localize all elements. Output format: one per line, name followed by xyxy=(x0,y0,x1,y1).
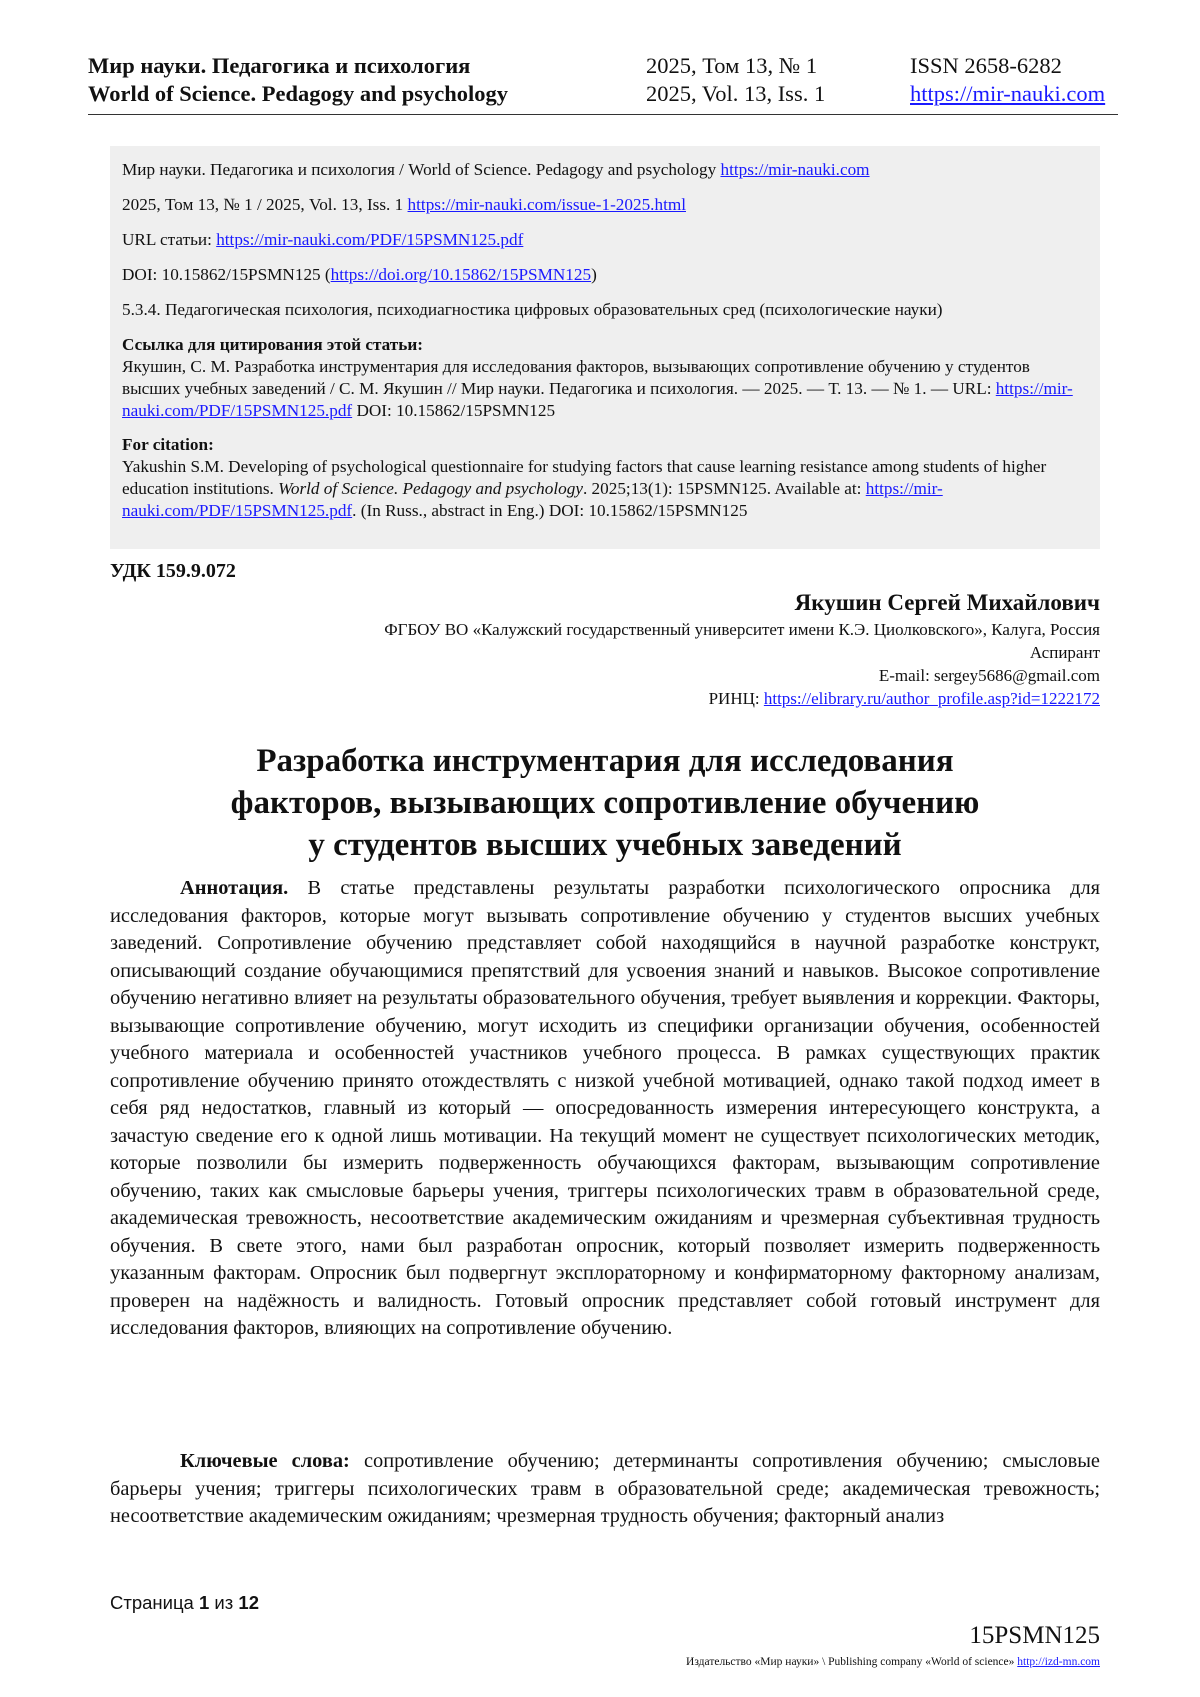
header-site-link[interactable]: https://mir-nauki.com xyxy=(910,81,1106,106)
header-issn: ISSN 2658-6282 xyxy=(910,53,1062,78)
info-url-link[interactable]: https://mir-nauki.com/PDF/15PSMN125.pdf xyxy=(216,230,524,249)
info-doi-link[interactable]: https://doi.org/10.15862/15PSMN125 xyxy=(330,265,592,284)
citation-ru xyxy=(122,356,1088,422)
citation-en xyxy=(122,456,1088,522)
publisher-text: Издательство «Мир науки» \ Publishing company «World of science» xyxy=(686,1656,1018,1668)
publisher-link[interactable]: http://izd-mn.com xyxy=(1017,1656,1100,1668)
page-counter xyxy=(110,1592,259,1614)
info-issue-line xyxy=(122,194,1088,216)
info-speciality-line: 5.3.4. Педагогическая психология, психодиагностика цифровых образовательных сред (психологические науки) xyxy=(122,300,943,319)
citation-ru-text: Якушин, С. М. Разработка инструментария для исследования факторов, вызывающих сопротивление обучению у студентов высших учебных заведений / С. М. Якушин // Мир науки. Педагогика и психология. — 2025. — Т. 13. — № 1. — URL: xyxy=(122,357,1030,398)
page-of-word: из xyxy=(209,1592,239,1613)
info-journal-link[interactable]: https://mir-nauki.com xyxy=(720,160,870,179)
info-url-line xyxy=(122,229,1088,251)
header-journal xyxy=(88,52,508,108)
author-name: Якушин Сергей Михайлович xyxy=(794,590,1100,615)
citation-ru-doi: DOI: 10.15862/15PSMN125 xyxy=(352,401,556,420)
keywords-label: Ключевые слова: xyxy=(180,1450,350,1472)
info-issue-text: 2025, Том 13, № 1 / 2025, Vol. 13, Iss. 1 xyxy=(122,195,408,214)
info-url-label: URL статьи: xyxy=(122,230,217,249)
running-header xyxy=(88,52,1118,115)
author-email: E-mail: sergey5686@gmail.com xyxy=(878,666,1100,685)
abstract-text: В статье представлены результаты разработки психологического опросника для исследования факторов, которые могут вызывать сопротивление обучению у студентов высших учебных заведений. Сопротивление обучению представляет собой находящийся в научной разработке конструкт, описывающий создание обучающимися препятствий для усвоения знаний и навыков. Высокое сопротивление обучению негативно влияет на результаты образовательного обучения, требует выявления и коррекции. Факторы, вызывающие сопротивление обучению, могут исходить из специфики организации обучения, особенностей учебного материала и особенностей участников учебного процесса. В рамках существующих практик сопротивление обучению принято отождествлять с низкой учебной мотивацией, однако такой подход имеет в себя ряд недостатков, главный из который — опосредованность измерения интересующего конструкта, а зачастую сведение его к одной лишь мотивации. На текущий момент не существует психологических методик, которые позволили бы измерить подверженность обучающихся факторам, вызывающим сопротивление обучению, таких как смысловые барьеры учения, триггеры психологических травм в образовательной среде, академическая тревожность, несоответствие академическим ожиданиям и чрезмерная субъективная трудность обучения. В свете этого, нами был разработан опросник, который позволяет измерить подверженность указанным факторам. Опросник был подвергнут эксплораторному и конфирматорному факторному анализам, проверен на надёжность и валидность. Готовый опросник представляет собой готовый инструмент для исследования факторов, влияющих на сопротивление обучению. xyxy=(110,877,1100,1339)
keywords xyxy=(110,1448,1100,1531)
info-journal-text: Мир науки. Педагогика и психология / World of Science. Pedagogy and psychology xyxy=(122,160,721,179)
info-journal-line xyxy=(122,159,1088,181)
header-issn-block xyxy=(910,52,1105,108)
title-line-1: Разработка инструментария для исследования xyxy=(256,743,954,779)
article-id: 15PSMN125 xyxy=(969,1622,1100,1649)
citation-en-journal: World of Science. Pedagogy and psychology xyxy=(278,479,583,498)
author-rinc-link[interactable]: https://elibrary.ru/author_profile.asp?id=1222172 xyxy=(763,689,1100,708)
author-rinc-label: РИНЦ: xyxy=(708,689,764,708)
citation-en-heading: For citation: xyxy=(122,435,214,454)
article-title xyxy=(110,740,1100,866)
header-issue-ru: 2025, Том 13, № 1 xyxy=(646,53,818,78)
citation-en-link[interactable]: https://mir-nauki.com/PDF/15PSMN125.pdf xyxy=(122,479,943,520)
citation-en-mid: . 2025;13(1): 15PSMN125. Available at: xyxy=(582,479,866,498)
keywords-text: сопротивление обучению; детерминанты сопротивления обучению; смысловые барьеры учения; триггеры психологических травм в образовательной среде; академическая тревожность; несоответствие академическим ожиданиям; чрезмерная трудность обучения; факторный анализ xyxy=(110,1450,1100,1527)
abstract xyxy=(110,875,1100,1343)
author-rinc xyxy=(384,687,1100,710)
info-doi-line xyxy=(122,264,1088,286)
title-line-3: у студентов высших учебных заведений xyxy=(308,827,902,863)
publisher-line xyxy=(686,1656,1100,1668)
author-affiliation: ФГБОУ ВО «Калужский государственный университет имени К.Э. Циолковского», Калуга, Россия xyxy=(384,620,1100,639)
citation-ru-link[interactable]: https://mir-nauki.com/PDF/15PSMN125.pdf xyxy=(122,379,1073,420)
header-issue xyxy=(646,52,825,108)
header-issue-en: 2025, Vol. 13, Iss. 1 xyxy=(646,81,826,106)
udk-code: УДК 159.9.072 xyxy=(110,560,236,582)
info-doi-text: DOI: 10.15862/15PSMN125 ( xyxy=(122,265,331,284)
article-info-box xyxy=(110,146,1100,549)
info-doi-end: ) xyxy=(591,265,597,284)
abstract-label: Аннотация. xyxy=(180,877,289,899)
header-journal-en: World of Science. Pedagogy and psychology xyxy=(88,81,509,106)
header-journal-ru: Мир науки. Педагогика и психология xyxy=(88,53,471,78)
author-position: Аспирант xyxy=(1029,643,1100,662)
page-number: 1 xyxy=(199,1592,210,1613)
page-total: 12 xyxy=(238,1592,259,1613)
citation-en-text: Yakushin S.M. Developing of psychological questionnaire for studying factors that cause learning resistance among students of higher education institutions. xyxy=(122,457,1047,498)
author-block xyxy=(384,588,1100,710)
title-line-2: факторов, вызывающих сопротивление обучению xyxy=(230,785,980,821)
citation-ru-heading: Ссылка для цитирования этой статьи: xyxy=(122,335,423,354)
page-word: Страница xyxy=(110,1592,199,1613)
info-issue-link[interactable]: https://mir-nauki.com/issue-1-2025.html xyxy=(407,195,686,214)
citation-en-doi: . (In Russ., abstract in Eng.) DOI: 10.15862/15PSMN125 xyxy=(352,501,748,520)
